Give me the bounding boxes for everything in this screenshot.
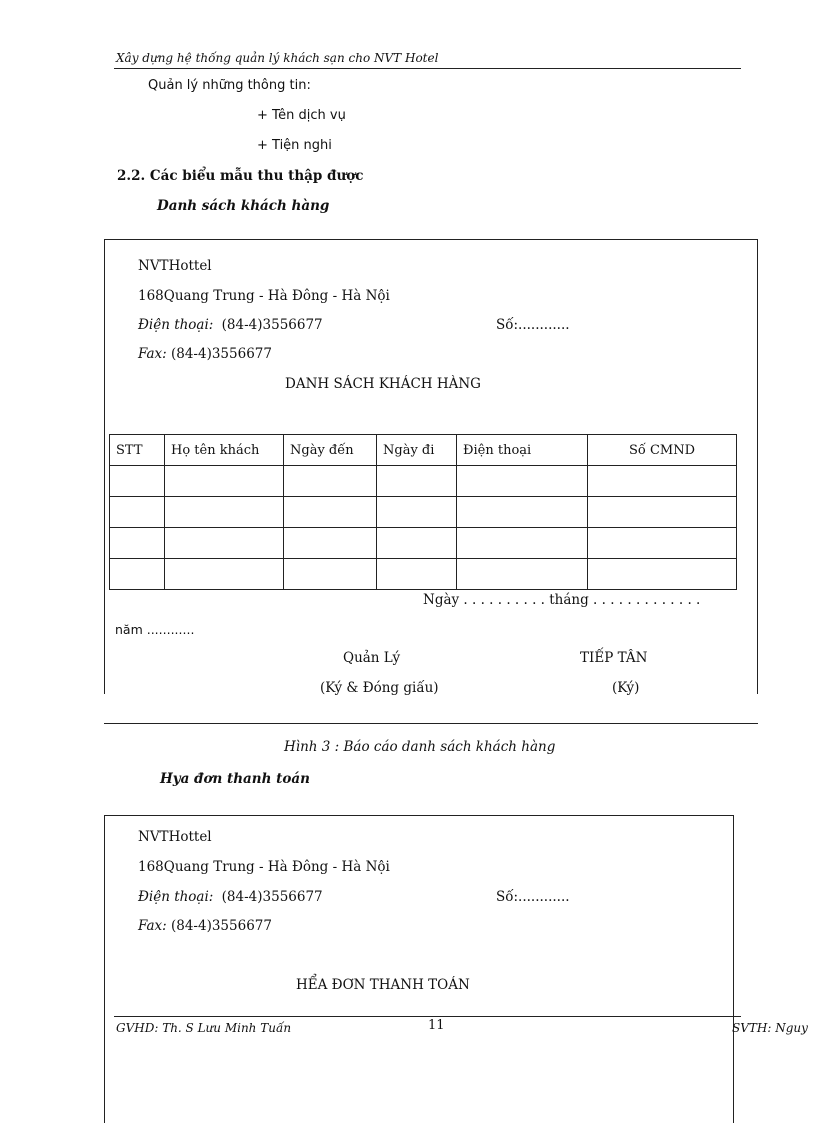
form2-number-field: Số:............: [496, 889, 570, 905]
footer-rule: [114, 1016, 741, 1017]
form2-title: HỂA ĐƠN THANH TOÁN: [296, 977, 470, 993]
section-heading: 2.2. Các biểu mẫu thu thập được: [117, 168, 364, 184]
col-header-guest-name: Họ tên khách: [165, 435, 284, 466]
col-header-id-number: Số CMND: [588, 435, 737, 466]
form2-top-border: [104, 815, 734, 816]
footer-student: SVTH: Nguy: [732, 1021, 808, 1035]
form1-fax-label: Fax:: [138, 346, 167, 362]
manager-signature-title: Quản Lý: [343, 650, 401, 666]
form2-fax-row: [138, 918, 272, 934]
table-header-row: [110, 435, 737, 466]
form1-phone-label: Điện thoại:: [138, 317, 214, 333]
subheading-customer-list: Danh sách khách hàng: [157, 198, 330, 214]
form1-top-border: [104, 239, 758, 240]
reception-signature-note: (Ký): [612, 680, 640, 696]
form1-bottom-border: [104, 723, 758, 724]
form1-company-name: NVTHottel: [138, 258, 212, 274]
table-row: [110, 497, 737, 528]
form1-date-line: Ngày . . . . . . . . . . tháng . . . . . . . . . . . . .: [423, 592, 701, 608]
form2-phone-value: (84-4)3556677: [221, 889, 323, 905]
form2-phone-row: [138, 889, 323, 905]
form1-fax-value: (84-4)3556677: [170, 346, 272, 362]
form2-fax-value: (84-4)3556677: [170, 918, 272, 934]
footer-advisor: GVHD: Th. S Lưu Minh Tuấn: [116, 1021, 292, 1035]
list-item-service-name: + Tên dịch vụ: [257, 108, 346, 123]
form2-address: 168Quang Trung - Hà Đông - Hà Nội: [138, 859, 390, 875]
form2-company-name: NVTHottel: [138, 829, 212, 845]
customer-list-table: [109, 434, 737, 590]
form1-phone-value: (84-4)3556677: [221, 317, 323, 333]
col-header-departure-date: Ngày đi: [377, 435, 457, 466]
form1-phone-row: [138, 317, 323, 333]
page-header-title: Xây dựng hệ thống quản lý khách sạn cho NVT Hotel: [116, 51, 439, 65]
reception-signature-title: TIẾP TÂN: [580, 650, 648, 666]
form1-title: DANH SÁCH KHÁCH HÀNG: [285, 376, 481, 392]
manage-info-line: Quản lý những thông tin:: [148, 78, 311, 93]
form2-right-border: [733, 815, 734, 1123]
form1-year-line: năm ............: [115, 622, 195, 637]
header-rule: [114, 68, 741, 69]
figure-caption: Hình 3 : Báo cáo danh sách khách hàng: [284, 739, 556, 755]
form2-fax-label: Fax:: [138, 918, 167, 934]
col-header-stt: STT: [110, 435, 165, 466]
form2-left-border: [104, 815, 105, 1123]
form2-phone-label: Điện thoại:: [138, 889, 214, 905]
col-header-arrival-date: Ngày đến: [284, 435, 377, 466]
form1-address: 168Quang Trung - Hà Đông - Hà Nội: [138, 288, 390, 304]
form1-number-field: Số:............: [496, 317, 570, 333]
table-row: [110, 528, 737, 559]
list-item-amenities: + Tiện nghi: [257, 138, 332, 153]
page-number: 11: [428, 1018, 445, 1033]
form1-left-border: [104, 239, 105, 694]
form1-fax-row: [138, 346, 272, 362]
subheading-invoice: Hya đơn thanh toán: [160, 771, 310, 787]
manager-signature-note: (Ký & Đóng giấu): [320, 680, 439, 696]
table-row: [110, 466, 737, 497]
form1-right-border: [757, 239, 758, 694]
col-header-phone: Điện thoại: [457, 435, 588, 466]
table-row: [110, 559, 737, 590]
